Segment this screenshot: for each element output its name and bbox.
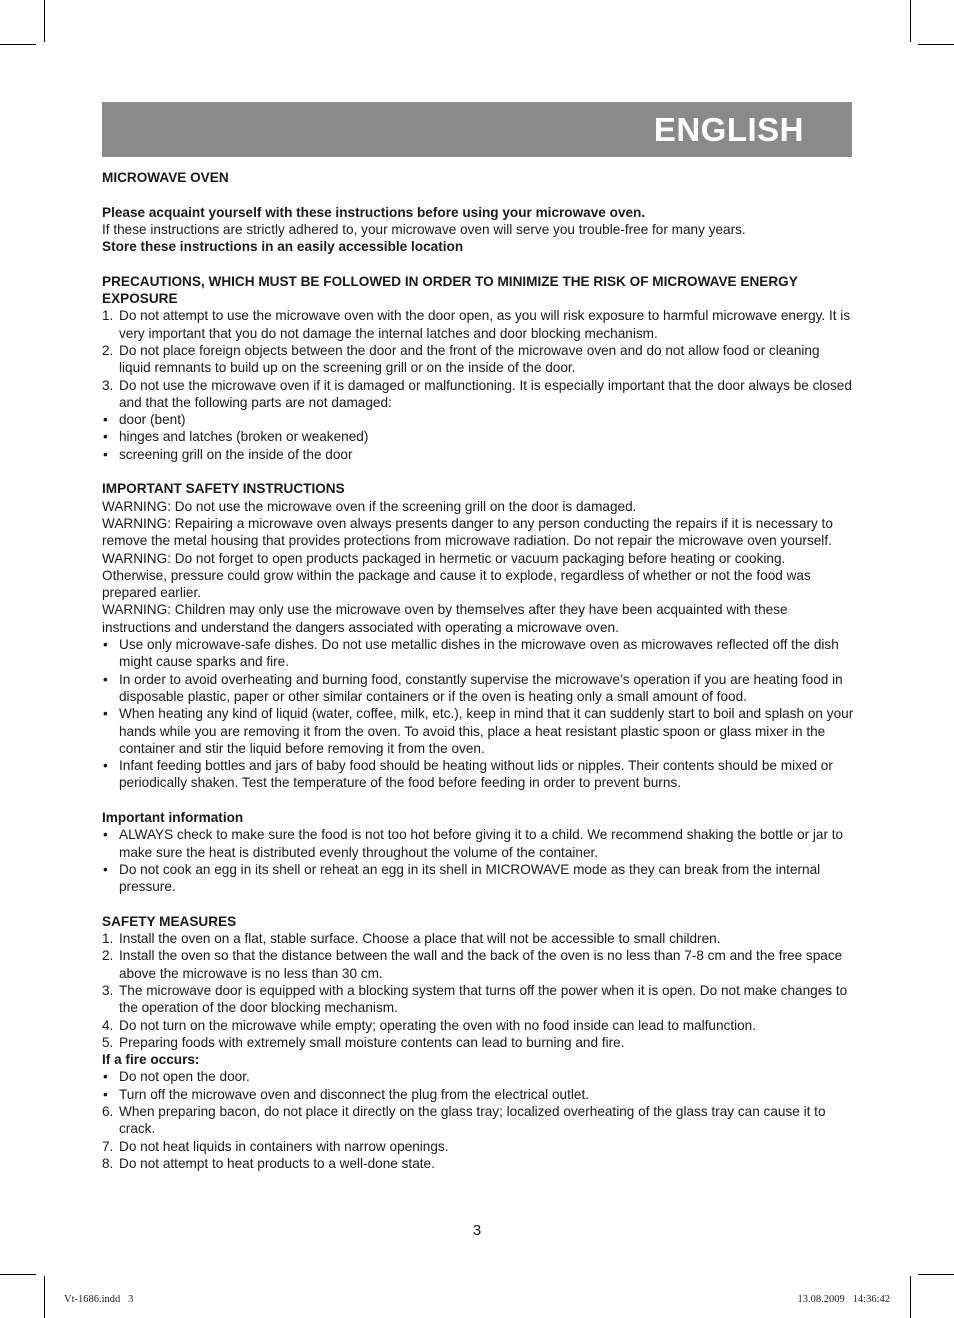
bullet-item: • hinges and latches (broken or weakened) — [103, 429, 369, 445]
numbered-item: 3. The microwave door is equipped with a blocking system that turns off the power when it is open. Do not make changes to the operation of the door blocking mechanism. — [102, 982, 848, 1016]
banner-title: ENGLISH — [653, 111, 804, 148]
crop-mark — [44, 0, 45, 42]
numbered-item: 2. Do not place foreign objects between the door and the front of the microwave oven and do not allow food or cleaning liquid remnants to build up on the screening grill or on the inside of the door. — [102, 342, 820, 376]
intro-line: If these instructions are strictly adhered to, your microwave oven will serve you trouble-free for many years. — [102, 221, 746, 237]
numbered-item: 5. Preparing foods with extremely small moisture contents can lead to burning and fire. — [102, 1034, 625, 1050]
footer-file-label: Vt-1686.indd 3 — [64, 1294, 134, 1305]
numbered-item: 4. Do not turn on the microwave while empty; operating the oven with no food inside can lead to malfunction. — [102, 1017, 757, 1033]
subheading: If a fire occurs: — [102, 1052, 200, 1068]
page-number: 3 — [472, 1222, 482, 1239]
bullet-item: • Infant feeding bottles and jars of baby food should be heating without lids or nipples. Their contents should be mixed or periodically shaken. Test the temperature of the food before feeding in order to prevent burns. — [103, 758, 833, 791]
section-heading: IMPORTANT SAFETY INSTRUCTIONS — [102, 481, 345, 497]
language-banner — [102, 102, 852, 157]
crop-mark — [910, 0, 911, 42]
document-title: MICROWAVE OVEN — [102, 170, 229, 185]
section-heading: Important information — [102, 809, 244, 825]
bullet-item: • When heating any kind of liquid (water, coffee, milk, etc.), keep in mind that it can suddenly start to boil and splash on your hands while you are removing it from the oven. To avoid this, place a heat resistant plastic spoon or glass mixer in the container and stir the liquid before removing it from the oven. — [103, 706, 854, 756]
numbered-item: 7. Do not heat liquids in containers with narrow openings. — [102, 1138, 449, 1154]
crop-mark — [0, 44, 36, 45]
intro-line: Please acquaint yourself with these instructions before using your microwave oven. — [102, 204, 646, 220]
warning-paragraph: WARNING: Children may only use the microwave oven by themselves after they have been acquainted with these instructions and understand the dangers associated with operating a microwave oven. — [102, 602, 788, 635]
numbered-item: 8. Do not attempt to heat products to a well-done state. — [102, 1155, 435, 1171]
document-body — [102, 169, 854, 1172]
section-heading: SAFETY MEASURES — [102, 913, 237, 929]
bullet-item: • Do not cook an egg in its shell or reheat an egg in its shell in MICROWAVE mode as they can break from the internal pressure. — [103, 861, 821, 895]
numbered-item: 3. Do not use the microwave oven if it is damaged or malfunctioning. It is especially important that the door always be closed and that the following parts are not damaged: — [102, 377, 852, 410]
section-heading: PRECAUTIONS, WHICH MUST BE FOLLOWED IN ORDER TO MINIMIZE THE RISK OF MICROWAVE ENERGY EXPOSURE — [102, 273, 798, 307]
crop-mark — [918, 44, 954, 45]
numbered-item: 1. Install the oven on a flat, stable surface. Choose a place that will not be accessible to small children. — [102, 931, 721, 947]
bullet-item: • Use only microwave-safe dishes. Do not use metallic dishes in the microwave oven as microwaves reflected off the dish might cause sparks and fire. — [103, 637, 839, 670]
bullet-item: • Turn off the microwave oven and disconnect the plug from the electrical outlet. — [103, 1086, 589, 1102]
bullet-item: • Do not open the door. — [103, 1069, 250, 1085]
crop-mark — [44, 1276, 45, 1318]
bullet-item: • screening grill on the inside of the door — [103, 446, 353, 462]
footer-timestamp: 13.08.2009 14:36:42 — [797, 1294, 890, 1305]
numbered-item: 2. Install the oven so that the distance between the wall and the back of the oven is no less than 7-8 cm and the free space above the microwave is no less than 30 cm. — [102, 948, 843, 981]
numbered-item: 1. Do not attempt to use the microwave oven with the door open, as you will risk exposure to harmful microwave energy. It is very important that you do not damage the internal latches and door blocking mechanism. — [102, 308, 851, 341]
intro-line: Store these instructions in an easily accessible location — [102, 239, 464, 255]
bullet-item: • In order to avoid overheating and burning food, constantly supervise the microwave’s operation if you are heating food in disposable plastic, paper or other similar containers or if the oven is heating only a small amount of food. — [103, 671, 843, 704]
warning-paragraph: WARNING: Do not use the microwave oven if the screening grill on the door is damaged. — [102, 498, 637, 514]
bullet-item: • ALWAYS check to make sure the food is not too hot before giving it to a child. We recommend shaking the bottle or jar to make sure the heat is distributed evenly throughout the volume of the container. — [103, 827, 844, 860]
bullet-item: • door (bent) — [103, 412, 186, 428]
crop-mark — [910, 1276, 911, 1318]
warning-paragraph: WARNING: Do not forget to open products packaged in hermetic or vacuum packaging before heating or cooking. Otherwise, pressure could grow within the package and cause it to explode, regardless of whether or not the food was prepared earlier. — [102, 550, 811, 601]
warning-paragraph: WARNING: Repairing a microwave oven always presents danger to any person conducting the repairs if it is necessary to remove the metal housing that provides protections from microwave radiation. Do not repair the microwave oven yourself. — [102, 515, 833, 549]
crop-mark — [0, 1274, 36, 1275]
numbered-item: 6. When preparing bacon, do not place it directly on the glass tray; localized overheating of the glass tray can cause it to crack. — [102, 1104, 826, 1137]
crop-mark — [918, 1274, 954, 1275]
